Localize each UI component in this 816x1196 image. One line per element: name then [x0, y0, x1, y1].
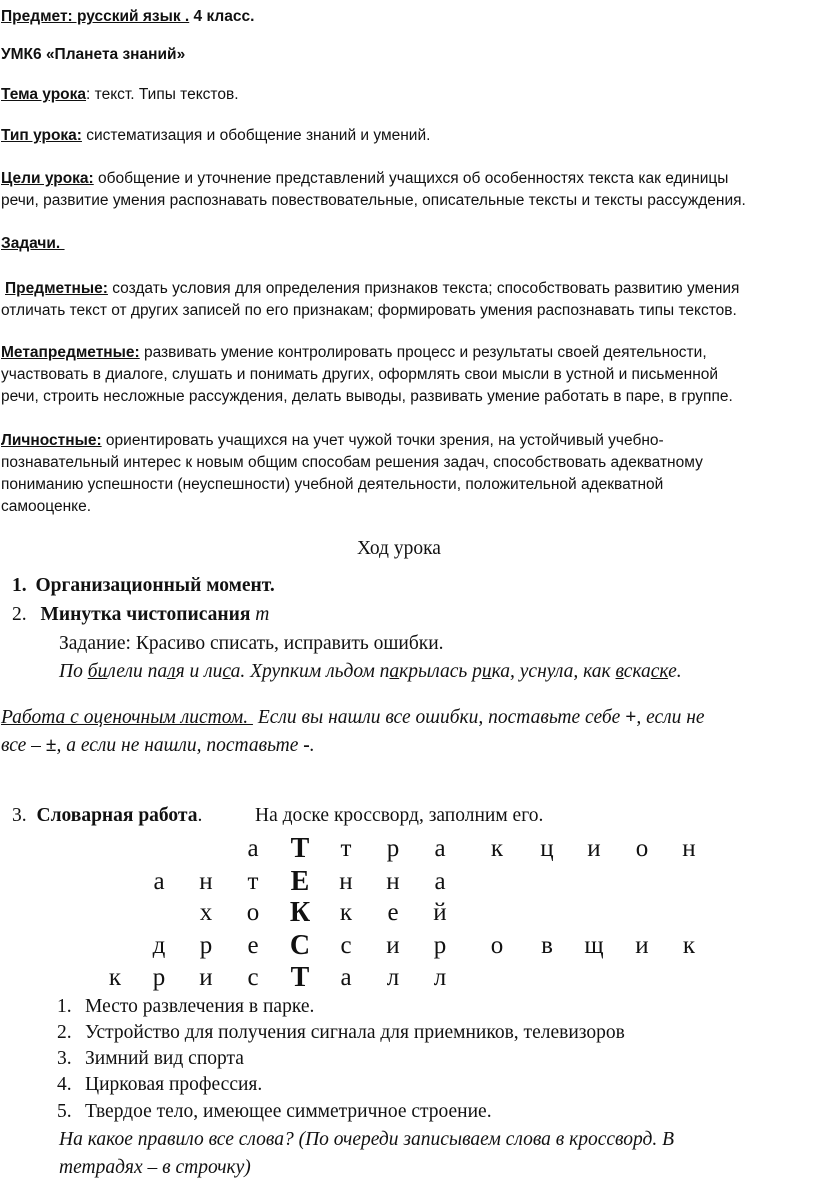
crossword-letter: с	[340, 932, 352, 959]
step-2	[12, 602, 269, 628]
clue-number: 1.	[57, 996, 72, 1017]
clue-3	[57, 1046, 244, 1072]
meta-tasks-line-2: участвовать в диалоге, слушать и понимать других, оформлять свои мысли в устной и письменной	[1, 366, 719, 383]
sentence-part: я и ли	[175, 661, 223, 682]
plus-sign: +	[625, 707, 637, 728]
clue-number: 2.	[57, 1022, 72, 1043]
clue-text: Твердое тело, имеющее симметричное строение.	[85, 1101, 492, 1122]
sentence-error-mark: ск	[650, 661, 669, 682]
sentence-error-mark: в	[615, 661, 624, 682]
sentence-error-mark: а	[389, 661, 400, 682]
umk-line: УМК6 «Планета знаний»	[1, 46, 186, 63]
clue-1	[57, 994, 315, 1020]
clue-4	[57, 1072, 263, 1098]
crossword-letter: а	[247, 835, 259, 862]
crossword-letter: т	[247, 868, 259, 895]
goals-line-1	[1, 168, 728, 190]
lesson-title: Ход урока	[357, 538, 441, 559]
meta-tasks-line-1	[1, 342, 707, 364]
clue-text: Устройство для получения сигнала для приемников, телевизоров	[85, 1022, 625, 1043]
sentence-error-mark: б	[87, 661, 98, 682]
subject-tasks-line-2: отличать текст от других записей по его признакам; формировать умения распознавать типы текстов.	[1, 302, 737, 319]
step-1-num: 1.	[12, 575, 27, 596]
clue-5	[57, 1099, 492, 1125]
vocab-title-dot: .	[197, 805, 203, 826]
crossword-letter: к	[490, 835, 504, 862]
clue-number: 5.	[57, 1101, 72, 1122]
crossword-key-letter: Т	[290, 962, 310, 993]
vocab-title: Словарная работа	[36, 805, 198, 826]
clue-number: 4.	[57, 1074, 72, 1095]
crossword-letter: д	[152, 932, 166, 959]
step-2-letter: т	[255, 604, 270, 625]
sentence-part: а. Хрупким льдом п	[230, 661, 390, 682]
type-value: систематизация и обобщение знаний и умений.	[81, 127, 431, 144]
crossword-letter: к	[339, 899, 353, 926]
crossword-letter: с	[247, 964, 259, 991]
sentence-part: е	[668, 661, 677, 682]
personal-tasks-label: Личностные:	[1, 432, 102, 449]
subject-label: Предмет: русский язык .	[1, 8, 190, 25]
lesson-task: Задание: Красиво списать, исправить ошибки.	[59, 633, 444, 654]
eval-text: Если вы нашли все ошибки, поставьте себе	[252, 707, 626, 728]
goals-line-2: речи, развитие умения распознавать повествовательные, описательные тексты и тексты рассуждения.	[1, 192, 746, 209]
vocab-num: 3.	[12, 805, 27, 826]
vocab-intro: На доске кроссворд, заполним его.	[255, 805, 544, 826]
crossword-letter: а	[434, 868, 446, 895]
sentence-part: По	[59, 661, 88, 682]
eval-line-1	[1, 705, 705, 731]
crossword-letter: а	[340, 964, 352, 991]
step-2-num: 2.	[12, 604, 27, 625]
crossword-letter: и	[635, 932, 649, 959]
clue-2	[57, 1020, 625, 1046]
subject-grade: 4 класс.	[193, 8, 255, 25]
sentence-error-mark: и	[481, 661, 492, 682]
clue-text: Цирковая профессия.	[85, 1074, 263, 1095]
sentence-part: ска	[623, 661, 651, 682]
crossword-letter: о	[246, 899, 260, 926]
eval-text: .	[309, 735, 315, 756]
personal-tasks-text-1: ориентировать учащихся на учет чужой точки зрения, на устойчивый учебно-	[101, 432, 664, 449]
crossword-key-letter: К	[289, 897, 311, 928]
sentence-error-mark: с	[222, 661, 231, 682]
crossword-letter: о	[635, 835, 649, 862]
type-label: Тип урока:	[1, 127, 82, 144]
goals-label: Цели урока:	[1, 170, 94, 187]
type-line	[1, 125, 430, 147]
eval-text: все –	[1, 735, 46, 756]
crossword-letter: н	[339, 868, 353, 895]
crossword-letter: в	[541, 932, 553, 959]
crossword-letter: й	[433, 899, 447, 926]
crossword-key-letter: Т	[290, 833, 310, 864]
clue-text: Место развлечения в парке.	[85, 996, 315, 1017]
crossword-letter: к	[108, 964, 122, 991]
sentence-part: крылась р	[399, 661, 482, 682]
crossword-letter: р	[152, 964, 166, 991]
topic-value: : текст. Типы текстов.	[86, 86, 239, 103]
dictation-sentence	[59, 659, 682, 685]
subject-tasks-line-1	[5, 278, 739, 300]
clue-text: Зимний вид спорта	[85, 1048, 244, 1069]
crossword-letter: р	[199, 932, 213, 959]
crossword-letter: а	[153, 868, 165, 895]
crossword-letter: х	[199, 899, 213, 926]
personal-tasks-line-1	[1, 430, 664, 452]
crossword-letter: е	[387, 899, 399, 926]
sentence-part: ка, уснула, как	[491, 661, 616, 682]
crossword-letter: щ	[584, 932, 604, 959]
minus-sign: -	[303, 735, 310, 756]
crossword-letter: к	[682, 932, 696, 959]
topic-line	[1, 84, 239, 106]
goals-text-1: обобщение и уточнение представлений учащихся об особенностях текста как единицы	[93, 170, 729, 187]
crossword-letter: н	[386, 868, 400, 895]
meta-tasks-line-3: речи, строить несложные рассуждения, делать выводы, развивать умение работать в паре, в группе.	[1, 388, 733, 405]
sentence-error-mark: и	[97, 661, 108, 682]
sentence-error-mark: л	[167, 661, 176, 682]
meta-tasks-label: Метапредметные:	[1, 344, 140, 361]
eval-text: , а если не нашли, поставьте	[56, 735, 304, 756]
personal-tasks-line-2: познавательный интерес к новым общим способам решения задач, способствовать адекватному	[1, 454, 703, 471]
step-2-text: Минутка чистописания	[40, 604, 251, 625]
crossword-letter: а	[434, 835, 446, 862]
eval-text: , если не	[636, 707, 705, 728]
sentence-part: лели па	[107, 661, 168, 682]
crossword-letter: ц	[540, 835, 554, 862]
question-line-2: тетрадях – в строчку)	[59, 1157, 251, 1178]
crossword-key-letter: С	[289, 930, 311, 961]
crossword-letter: р	[433, 932, 447, 959]
crossword-letter: р	[386, 835, 400, 862]
crossword-letter: и	[386, 932, 400, 959]
question-line-1: На какое правило все слова? (По очереди записываем слова в кроссворд. В	[59, 1129, 675, 1150]
crossword-key-letter: Е	[290, 866, 310, 897]
crossword-letter: н	[682, 835, 696, 862]
step-1-text: Организационный момент.	[35, 575, 275, 596]
personal-tasks-line-4: самооценке.	[1, 498, 92, 515]
crossword-letter: н	[199, 868, 213, 895]
subject-tasks-text-1: создать условия для определения признаков текста; способствовать развитию умения	[107, 280, 740, 297]
topic-label: Тема урока	[1, 86, 87, 103]
subject-tasks-label: Предметные:	[5, 280, 108, 297]
eval-line-2	[1, 733, 315, 759]
personal-tasks-line-3: пониманию успешности (неуспешности) учебной деятельности, положительной адекватной	[1, 476, 664, 493]
step-1	[12, 573, 275, 599]
crossword-letter: о	[490, 932, 504, 959]
crossword-letter: л	[433, 964, 447, 991]
crossword-letter: и	[199, 964, 213, 991]
vocab-heading	[12, 803, 202, 829]
clue-number: 3.	[57, 1048, 72, 1069]
crossword-letter: е	[247, 932, 259, 959]
plus-minus-sign: ±	[45, 735, 57, 756]
subject-line	[1, 6, 254, 28]
crossword-letter: т	[340, 835, 352, 862]
crossword-letter: л	[386, 964, 400, 991]
tasks-label: Задачи.	[1, 235, 65, 252]
eval-label: Работа с оценочным листом.	[1, 707, 253, 728]
crossword-letter: и	[587, 835, 601, 862]
sentence-part: .	[676, 661, 682, 682]
meta-tasks-text-1: развивать умение контролировать процесс и результаты своей деятельности,	[139, 344, 707, 361]
